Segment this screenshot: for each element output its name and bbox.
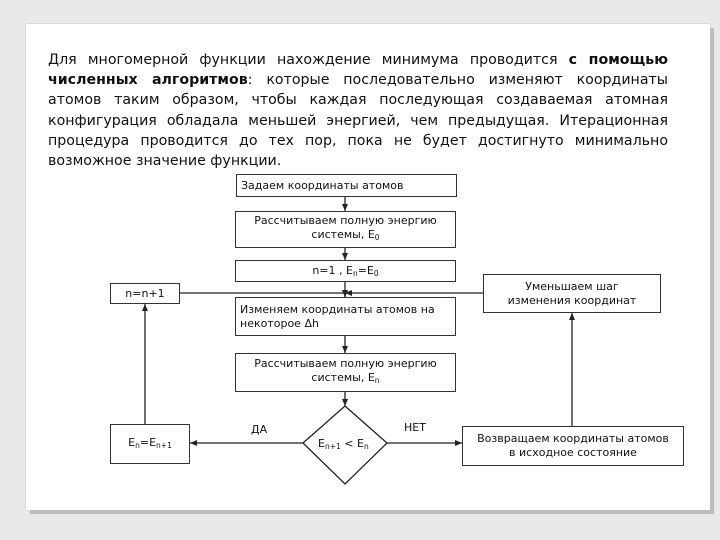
reduce-step-text: Уменьшаем шаг изменения координат (507, 279, 637, 307)
box-calc-energy (235, 211, 456, 248)
assign-text: $E_n=E_{n+1}$ (128, 435, 172, 450)
box-change-coords (235, 297, 456, 336)
box-recalc-energy (235, 353, 456, 392)
box-init (235, 260, 456, 282)
box-assign-energy (110, 424, 190, 464)
paragraph-highlight: с помощью численных алгоритмов (48, 52, 668, 89)
init-text: n=1 , $E_n=E_0$ (312, 264, 379, 278)
box-increment (110, 283, 180, 304)
yes-label: ДА (251, 423, 268, 436)
decision-text: $E_{n+1} < E_n$ (318, 437, 369, 451)
box-restore-coords (462, 426, 684, 466)
box-reduce-step (483, 274, 661, 313)
no-label: НЕТ (404, 421, 426, 434)
recalc-text: Рассчитываем полную энергию системы, $E_n$ (254, 357, 437, 385)
increment-text: n=n+1 (125, 286, 165, 300)
set-coords-text: Задаем координаты атомов (241, 178, 404, 192)
paragraph-part1: Для многомерной функции нахождение минимума проводится (48, 52, 569, 68)
change-coords-text: Изменяем координаты атомов на некоторое Δh (240, 302, 435, 330)
box-set-coordinates (236, 174, 457, 197)
calc-energy-text: Рассчитываем полную энергию системы, $E_0$ (254, 214, 437, 242)
restore-text: Возвращаем координаты атомов в исходное состояние (477, 432, 669, 459)
paragraph-part2: : которые последовательно изменяют координаты атомов таким образом, чтобы каждая последующая создаваемая атомная конфигурация обладала меньшей энергией, чем предыдущая. Итерационная процедура проводится до тех пор, пока не будет достигнуто минимально возможное значение функции. (48, 72, 668, 170)
